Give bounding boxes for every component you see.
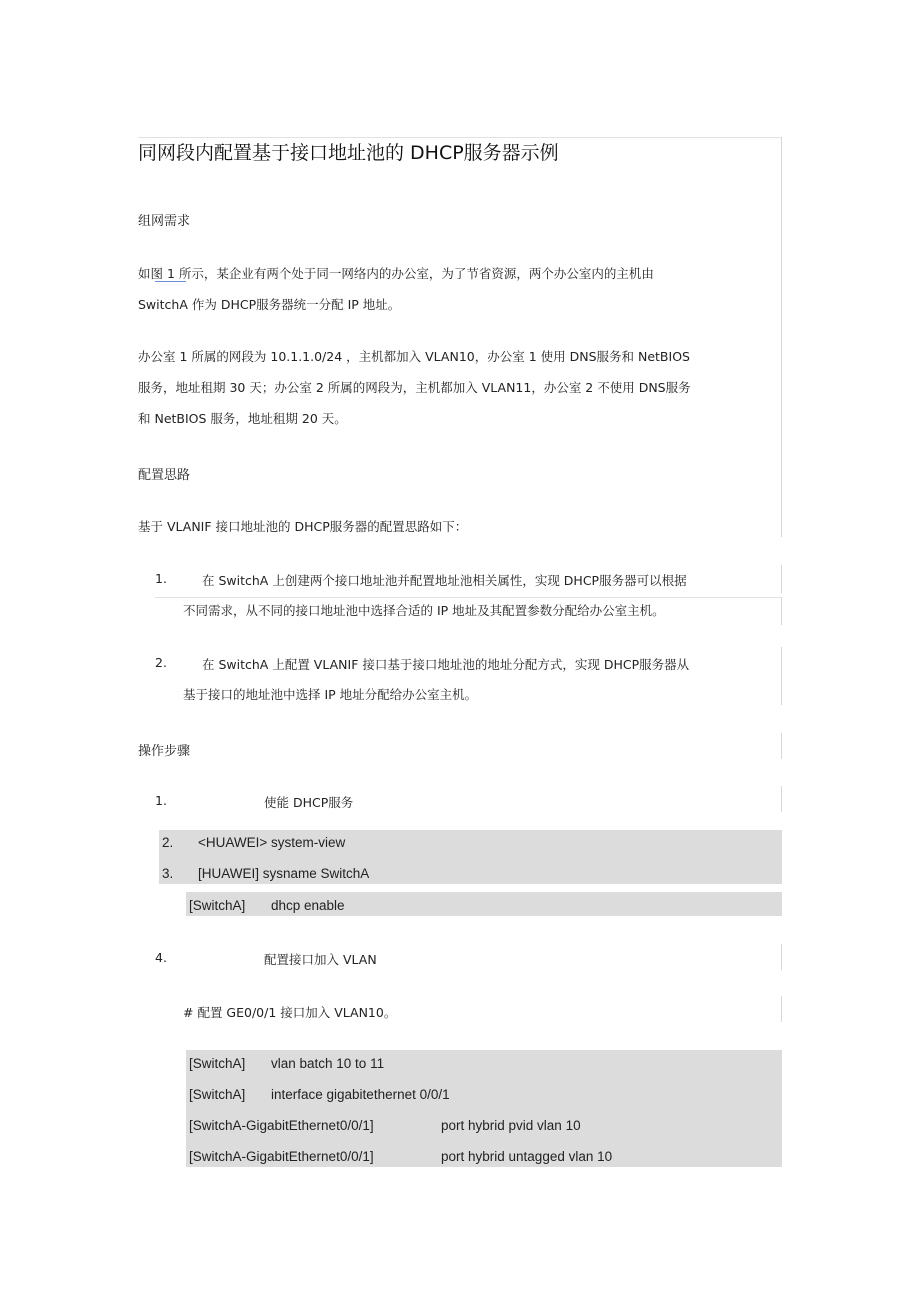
- list-number: 2.: [155, 655, 167, 670]
- step-number: 1.: [155, 793, 167, 808]
- figure-link-underline: [155, 281, 186, 282]
- code-prompt: [SwitchA]: [189, 898, 246, 913]
- code-line: [HUAWEI] sysname SwitchA: [198, 866, 370, 881]
- paragraph-line: 办公室 1 所属的网段为 10.1.1.0/24 ，主机都加入 VLAN10，办公室 1 使用 DNS服务和 NetBIOS: [138, 349, 690, 364]
- code-comment: # 配置 GE0/0/1 接口加入 VLAN10。: [183, 1005, 397, 1020]
- frame-right-line: [781, 647, 782, 705]
- code-line-number: 3.: [162, 866, 174, 881]
- frame-right-line: [781, 733, 782, 759]
- list-item-line: 不同需求，从不同的接口地址池中选择合适的 IP 地址及其配置参数分配给办公室主机。: [183, 603, 665, 618]
- code-prompt: [SwitchA]: [189, 1087, 246, 1102]
- code-prompt: [SwitchA-GigabitEthernet0/0/1]: [189, 1118, 374, 1133]
- paragraph-line: 服务，地址租期 30 天；办公室 2 所属的网段为，主机都加入 VLAN11，办公室 2 不使用 DNS服务: [138, 380, 691, 395]
- section-heading-networking: 组网需求: [138, 214, 191, 229]
- code-command: port hybrid untagged vlan 10: [441, 1149, 613, 1164]
- code-prompt: [SwitchA-GigabitEthernet0/0/1]: [189, 1149, 374, 1164]
- frame-right-line: [781, 137, 782, 537]
- code-line: <HUAWEI> system-view: [198, 835, 346, 850]
- code-prompt: [SwitchA]: [189, 1056, 246, 1071]
- section-heading-steps: 操作步骤: [138, 744, 191, 759]
- list-item-line: 在 SwitchA 上创建两个接口地址池并配置地址池相关属性，实现 DHCP服务器可以根据: [202, 573, 687, 588]
- frame-line: [155, 597, 782, 598]
- frame-right-line: [781, 944, 782, 970]
- list-number: 1.: [155, 571, 167, 586]
- step-number: 4.: [155, 950, 167, 965]
- frame-right-line: [781, 565, 782, 593]
- code-line-number: 2.: [162, 835, 174, 850]
- frame-right-line: [781, 786, 782, 812]
- code-command: dhcp enable: [271, 898, 345, 913]
- code-command: port hybrid pvid vlan 10: [441, 1118, 581, 1133]
- code-command: vlan batch 10 to 11: [271, 1056, 385, 1071]
- paragraph-line: SwitchA 作为 DHCP服务器统一分配 IP 地址。: [138, 297, 401, 312]
- paragraph-line: 和 NetBIOS 服务，地址租期 20 天。: [138, 411, 347, 426]
- section-heading-idea: 配置思路: [138, 468, 191, 483]
- frame-right-line: [781, 996, 782, 1022]
- page-title: 同网段内配置基于接口地址池的 DHCP服务器示例: [138, 142, 559, 164]
- step-label: 配置接口加入 VLAN: [264, 952, 377, 967]
- frame-right-line: [781, 597, 782, 625]
- list-item-line: 基于接口的地址池中选择 IP 地址分配给办公室主机。: [183, 687, 478, 702]
- code-command: interface gigabitethernet 0/0/1: [271, 1087, 450, 1102]
- paragraph-line: 如图 1 所示，某企业有两个处于同一网络内的办公室，为了节省资源，两个办公室内的主机由: [138, 266, 654, 281]
- list-item-line: 在 SwitchA 上配置 VLANIF 接口基于接口地址池的地址分配方式，实现 DHCP服务器从: [202, 657, 690, 672]
- step-label: 使能 DHCP服务: [264, 795, 354, 810]
- paragraph-line: 基于 VLANIF 接口地址池的 DHCP服务器的配置思路如下：: [138, 519, 468, 534]
